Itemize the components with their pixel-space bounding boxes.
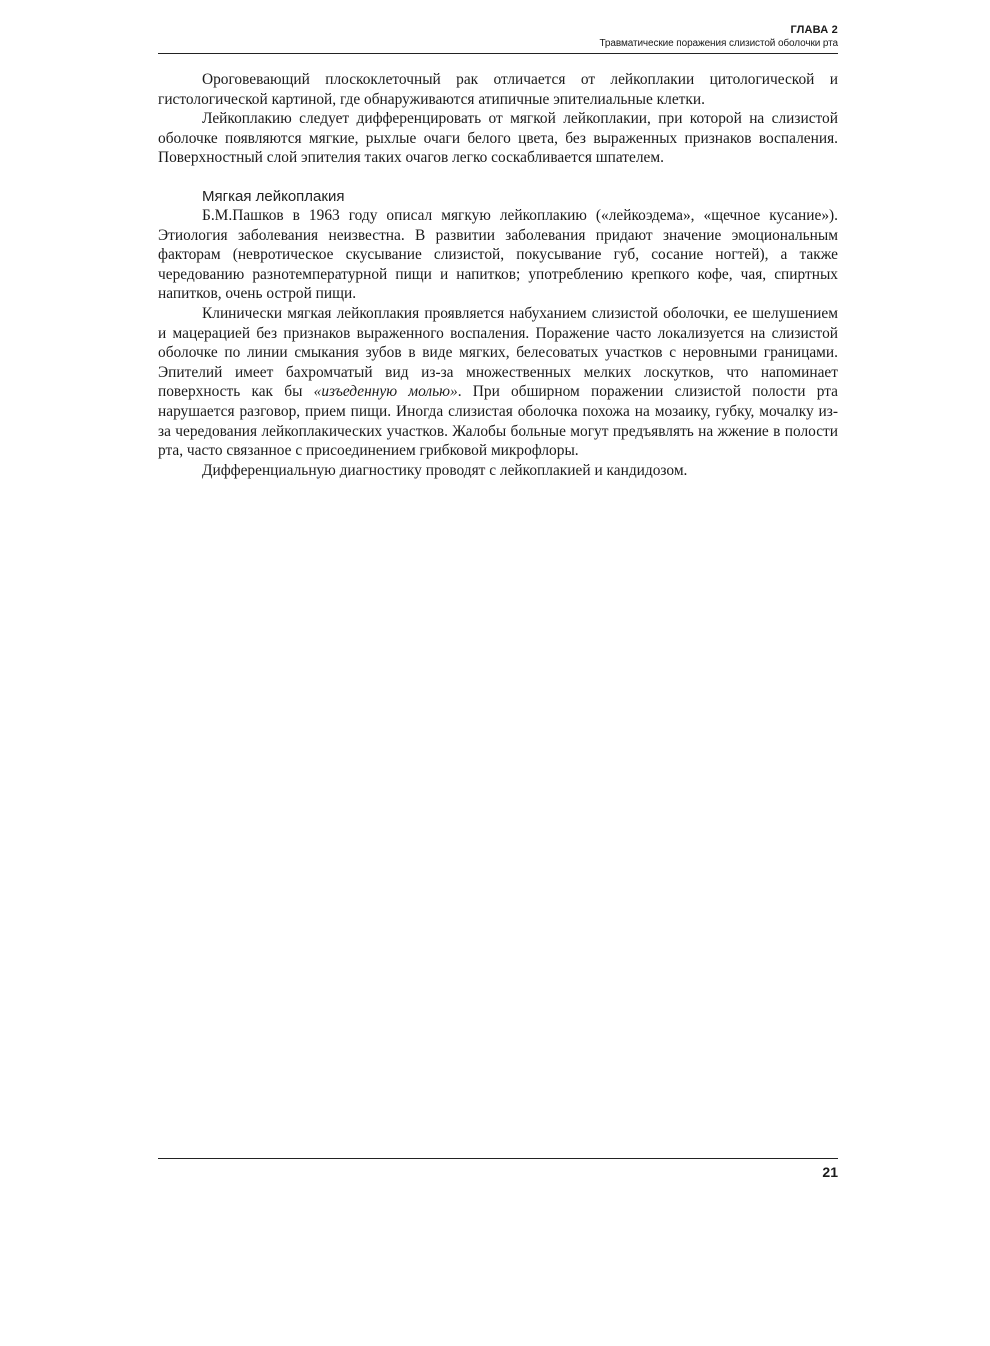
- section-heading: Мягкая лейкоплакия: [202, 187, 345, 205]
- italic-phrase: «изъеденную молью»: [313, 383, 458, 401]
- paragraph: Лейкоплакию следует дифференцировать от мягкой лейкоплакии, при которой на слизистой оболочке появляются мягкие, рыхлые очаги белого цвета, без выраженных признаков воспаления. Поверхностный слой эпителия таких очагов легко соскабливается шпателем.: [158, 110, 838, 167]
- chapter-title: Травматические поражения слизистой оболочки рта: [599, 38, 838, 49]
- running-head: [158, 24, 838, 50]
- paragraph-text: Клинически мягкая лейкоплакия проявляется набуханием слизистой оболочки, ее шелушением и мацерацией без признаков выраженного воспаления. Поражение часто локализуется на слизистой оболочке по линии смыкания зубов в виде мягких, белесоватых участков с неровными границами. Эпителий имеет бахромчатый вид из-за множественных мелких лоскутков, что напоминает поверхность как бы: [158, 304, 838, 401]
- paragraph-text: . При обширном поражении слизистой полости рта нарушается разговор, прием пищи. Иногда слизистая оболочка похожа на мозаику, губку, мочалку из-за чередования лейкоплакических участков. Жалобы больные могут предъявлять на жжение в полости рта, часто связанное с присоединением грибковой микрофлоры.: [158, 383, 838, 460]
- paragraph: Дифференциальную диагностику проводят с лейкоплакией и кандидозом.: [202, 461, 688, 479]
- page-number: 21: [822, 1164, 838, 1180]
- chapter-label: ГЛАВА 2: [790, 24, 838, 36]
- page-body: [158, 70, 838, 480]
- paragraph: Ороговевающий плоскоклеточный рак отличается от лейкоплакии цитологической и гистологической картиной, где обнаруживаются атипичные эпителиальные клетки.: [158, 71, 838, 108]
- paragraph: Б.М.Пашков в 1963 году описал мягкую лейкоплакию («лейкоэдема», «щечное кусание»). Этиология заболевания неизвестна. В развитии заболевания придают значение эмоциональным факторам (невротическое скусывание слизистой, покусывание губ, сосание ногтей), а также чередованию разнотемпературной пищи и напитков; употреблению крепкого кофе, чая, спиртных напитков, очень острой пищи.: [158, 206, 838, 303]
- header-rule: [158, 53, 838, 54]
- paragraph: [158, 304, 838, 461]
- footer-rule: [158, 1158, 838, 1159]
